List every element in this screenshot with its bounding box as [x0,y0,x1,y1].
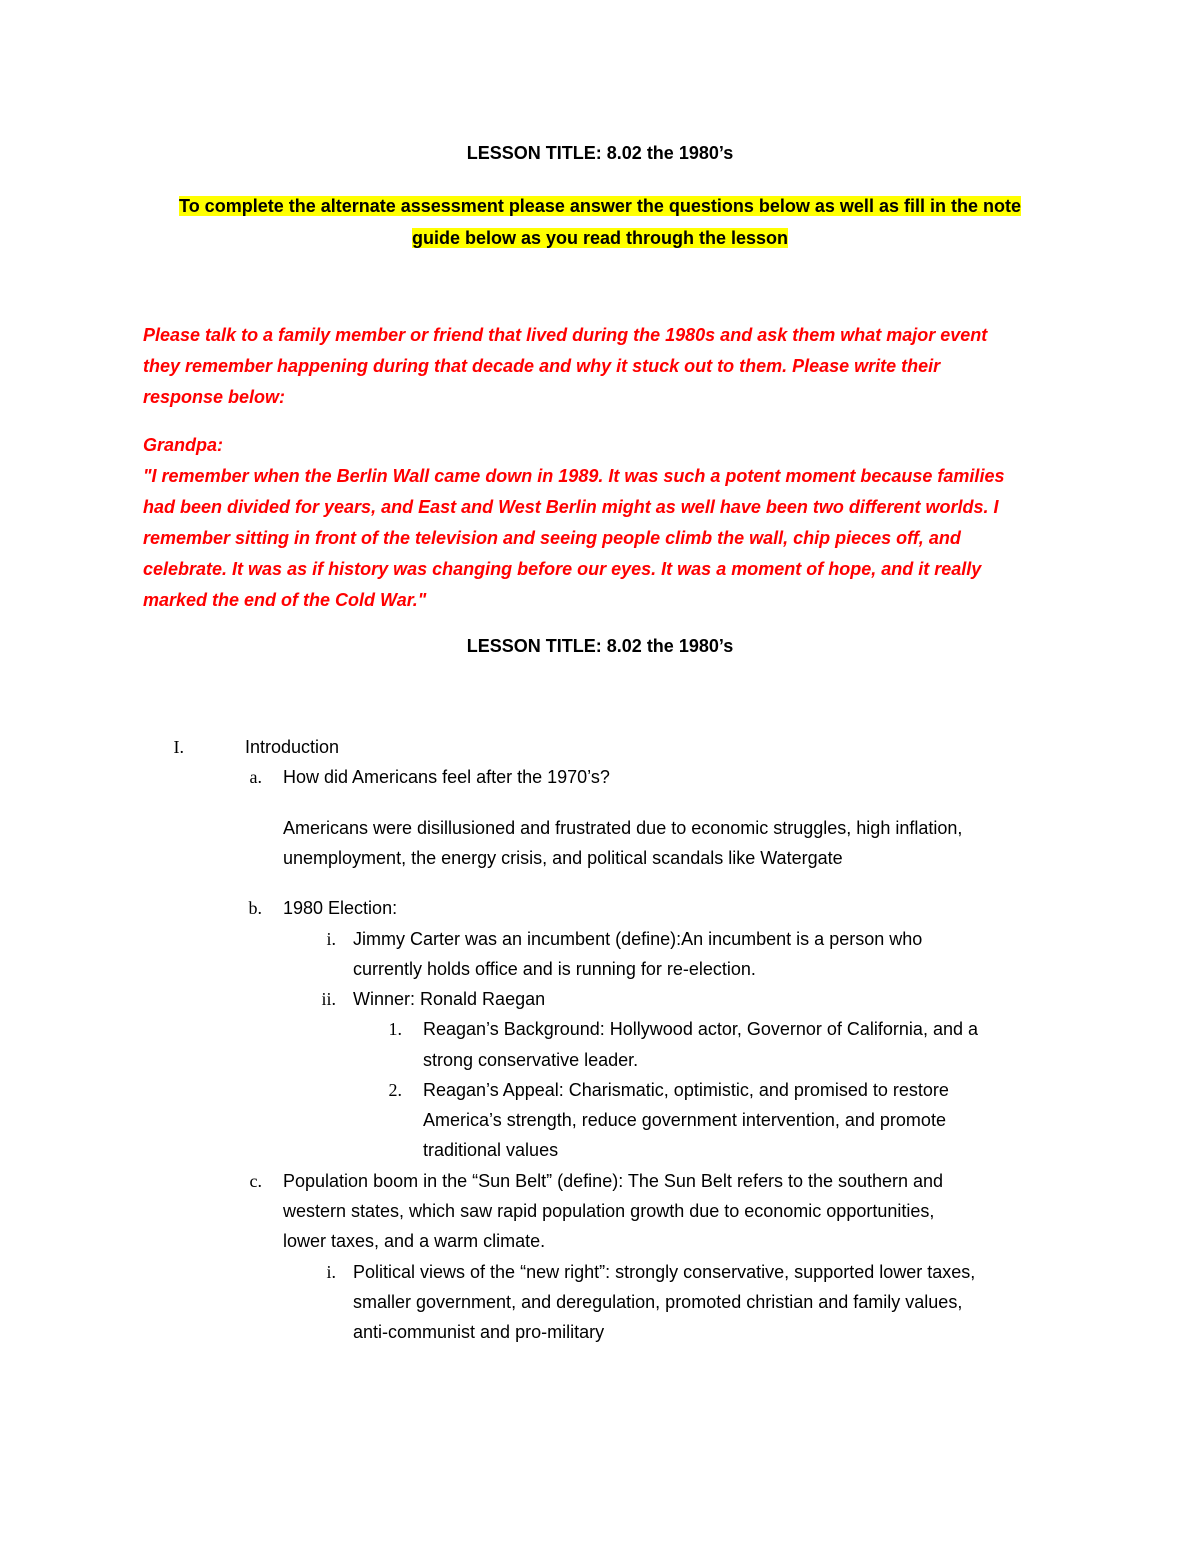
response-line-2: had been divided for years, and East and West Berlin might as well have been two different worlds. I [143,497,999,517]
instructions-line-1: To complete the alternate assessment please answer the questions below as well as fill in the note [179,196,1021,216]
sun-belt-line-1: Population boom in the “Sun Belt” (define): The Sun Belt refers to the southern and [283,1171,944,1191]
reagan-background-line-2: strong conservative leader. [423,1050,639,1070]
response-line-4: celebrate. It was as if history was changing before our eyes. It was a moment of hope, and it really [143,559,982,579]
prompt-line-3: response below: [143,387,286,407]
reagan-appeal-line-1: Reagan’s Appeal: Charismatic, optimistic, and promised to restore [423,1080,949,1100]
response-line-1: "I remember when the Berlin Wall came down in 1989. It was such a potent moment because families [143,466,1005,486]
outline-marker-b-i: i. [326,929,336,949]
outline-marker-2: 2. [388,1080,402,1100]
instructions-line-2: guide below as you read through the lesson [411,228,789,248]
prompt-line-2: they remember happening during that decade and why it stuck out to them. Please write their [143,356,941,376]
answer-americans-feel-line-1: Americans were disillusioned and frustrated due to economic struggles, high inflation, [283,818,963,838]
outline-marker-c: c. [249,1171,262,1191]
question-americans-feel: How did Americans feel after the 1970’s? [283,767,610,787]
answer-americans-feel-line-2: unemployment, the energy crisis, and political scandals like Watergate [283,848,843,868]
outline-marker-a: a. [249,767,262,787]
instructions [100,190,1100,254]
reagan-background-line-1: Reagan’s Background: Hollywood actor, Governor of California, and a [423,1019,978,1039]
new-right-line-2: smaller government, and deregulation, promoted christian and family values, [353,1292,963,1312]
reagan-appeal-line-3: traditional values [423,1140,559,1160]
incumbent-line-2: currently holds office and is running for re-election. [353,959,756,979]
response-line-5: marked the end of the Cold War." [143,590,427,610]
sun-belt-line-3: lower taxes, and a warm climate. [283,1231,546,1251]
lesson-title-2: LESSON TITLE: 8.02 the 1980’s [466,636,734,656]
election-winner: Winner: Ronald Raegan [353,989,546,1009]
sun-belt-line-2: western states, which saw rapid population growth due to economic opportunities, [283,1201,935,1221]
lesson-title: LESSON TITLE: 8.02 the 1980’s [466,143,734,163]
interview-response [143,430,1073,616]
election-heading: 1980 Election: [283,898,398,918]
response-speaker: Grandpa: [143,435,224,455]
outline-marker-I: I. [173,737,184,757]
new-right-line-1: Political views of the “new right”: strongly conservative, supported lower taxes, [353,1262,976,1282]
outline-marker-b-ii: ii. [321,989,336,1009]
outline-marker-1: 1. [388,1019,402,1039]
outline-marker-c-i: i. [326,1262,336,1282]
new-right-line-3: anti-communist and pro-military [353,1322,605,1342]
incumbent-line-1: Jimmy Carter was an incumbent (define):An incumbent is a person who [353,929,923,949]
outline-marker-b: b. [248,898,262,918]
outline-introduction: Introduction [245,737,340,757]
interview-prompt [143,320,1073,413]
reagan-appeal-line-2: America’s strength, reduce government intervention, and promote [423,1110,946,1130]
prompt-line-1: Please talk to a family member or friend that lived during the 1980s and ask them what major event [143,325,988,345]
response-line-3: remember sitting in front of the television and seeing people climb the wall, chip pieces off, and [143,528,961,548]
